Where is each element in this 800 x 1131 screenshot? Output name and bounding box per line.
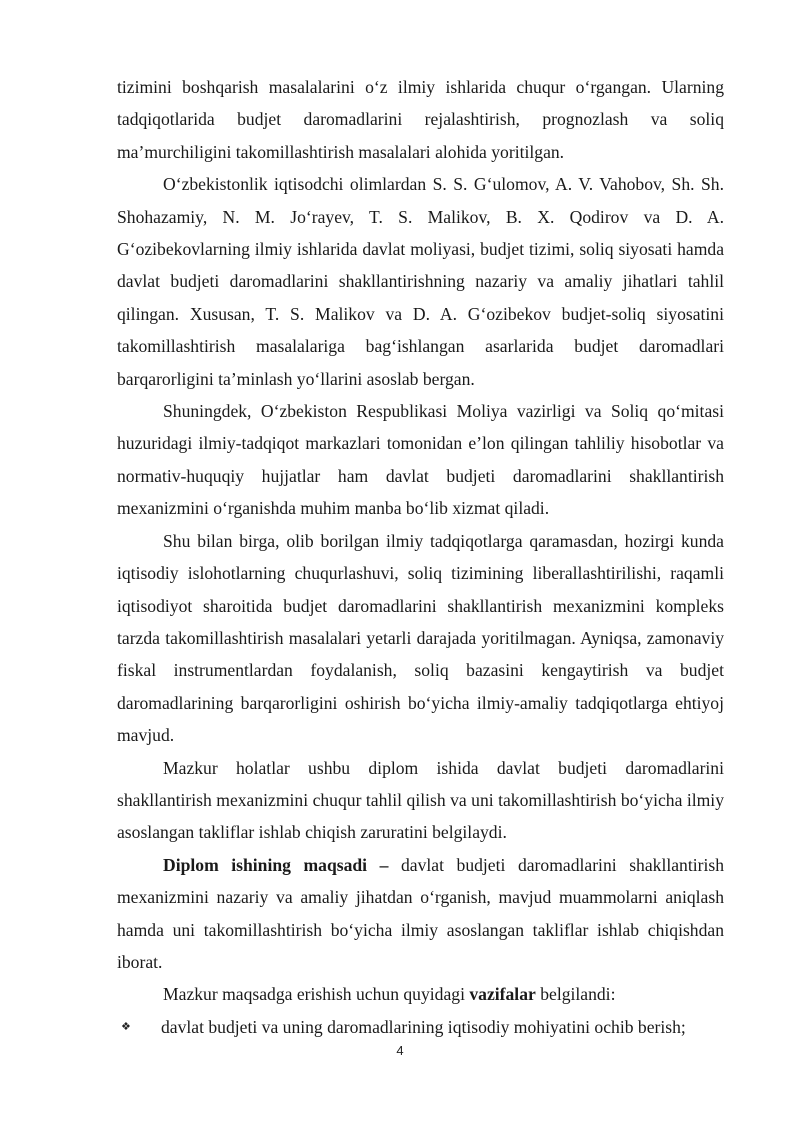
tasks-keyword: vazifalar	[469, 984, 536, 1005]
goal-heading: Diplom ishining maqsadi –	[163, 854, 389, 875]
tasks-intro-text: Mazkur maqsadga erishish uchun quyidagi	[163, 984, 470, 1005]
diamond-bullet-icon: ❖	[121, 1020, 131, 1033]
paragraph-3: Shuningdek, O‘zbekiston Respublikasi Moliya vazirligi va Soliq qo‘mitasi huzuridagi ilmiy-tadqiqot markazlari tomonidan e’lon qilingan tahliliy hisobotlar va normativ-huquqiy hujjatlar ham davlat budjeti daromadlarini shakllantirish mexanizmini o‘rganishda muhim manba bo‘lib xizmat qiladi.	[117, 401, 724, 519]
goal-text: davlat budjeti daromadlarini shakllantirish mexanizmini nazariy va amaliy jihatdan o‘rganish, mavjud muammolarni aniqlash hamda uni takomillashtirish bo‘yicha ilmiy asoslangan takliflar ishlab chiqishdan iborat.	[117, 854, 724, 972]
paragraph-goal	[117, 849, 724, 979]
page-number: 4	[396, 1043, 404, 1058]
list-item	[117, 1011, 724, 1043]
tasks-intro-tail: belgilandi:	[535, 984, 616, 1005]
list-item-text: davlat budjeti va uning daromadlarining iqtisodiy mohiyatini ochib berish;	[161, 1016, 686, 1037]
paragraph-5: Mazkur holatlar ushbu diplom ishida davlat budjeti daromadlarini shakllantirish mexanizmini chuqur tahlil qilish va uni takomillashtirish bo‘yicha ilmiy asoslangan takliflar ishlab chiqish zaruratini belgilaydi.	[117, 757, 724, 843]
paragraph-2: O‘zbekistonlik iqtisodchi olimlardan S. S. G‘ulomov, A. V. Vahobov, Sh. Sh. Shohazamiy, N. M. Jo‘rayev, T. S. Malikov, B. X. Qodirov va D. A. G‘ozibekovlarning ilmiy ishlarida davlat moliyasi, budjet tizimi, soliq siyosati hamda davlat budjeti daromadlarini shakllantirishning nazariy va amaliy jihatlari tahlil qilingan. Xususan, T. S. Malikov va D. A. G‘ozibekov budjet-soliq siyosatini takomillashtirish masalalariga bag‘ishlangan asarlarida budjet daromadlari barqarorligini ta’minlash yo‘llarini asoslab bergan.	[117, 174, 724, 389]
document-page	[117, 71, 724, 1043]
paragraph-4: Shu bilan birga, olib borilgan ilmiy tadqiqotlarga qaramasdan, hozirgi kunda iqtisodiy islohotlarning chuqurlashuvi, soliq tizimining liberallashtirilishi, raqamli iqtisodiyot sharoitida budjet daromadlarini shakllantirish mexanizmini kompleks tarzda takomillashtirish masalalari yetarli darajada yoritilmagan. Ayniqsa, zamonaviy fiskal instrumentlardan foydalanish, soliq bazasini kengaytirish va budjet daromadlarining barqarorligini oshirish bo‘yicha ilmiy-amaliy tadqiqotlarga ehtiyoj mavjud.	[117, 530, 724, 746]
paragraph-1: tizimini boshqarish masalalarini o‘z ilmiy ishlarida chuqur o‘rgangan. Ularning tadqiqotlarida budjet daromadlarini rejalashtirish, prognozlash va soliq ma’murchiligini takomillashtirish masalalari alohida yoritilgan.	[117, 77, 724, 162]
paragraph-tasks-intro	[117, 978, 724, 1010]
